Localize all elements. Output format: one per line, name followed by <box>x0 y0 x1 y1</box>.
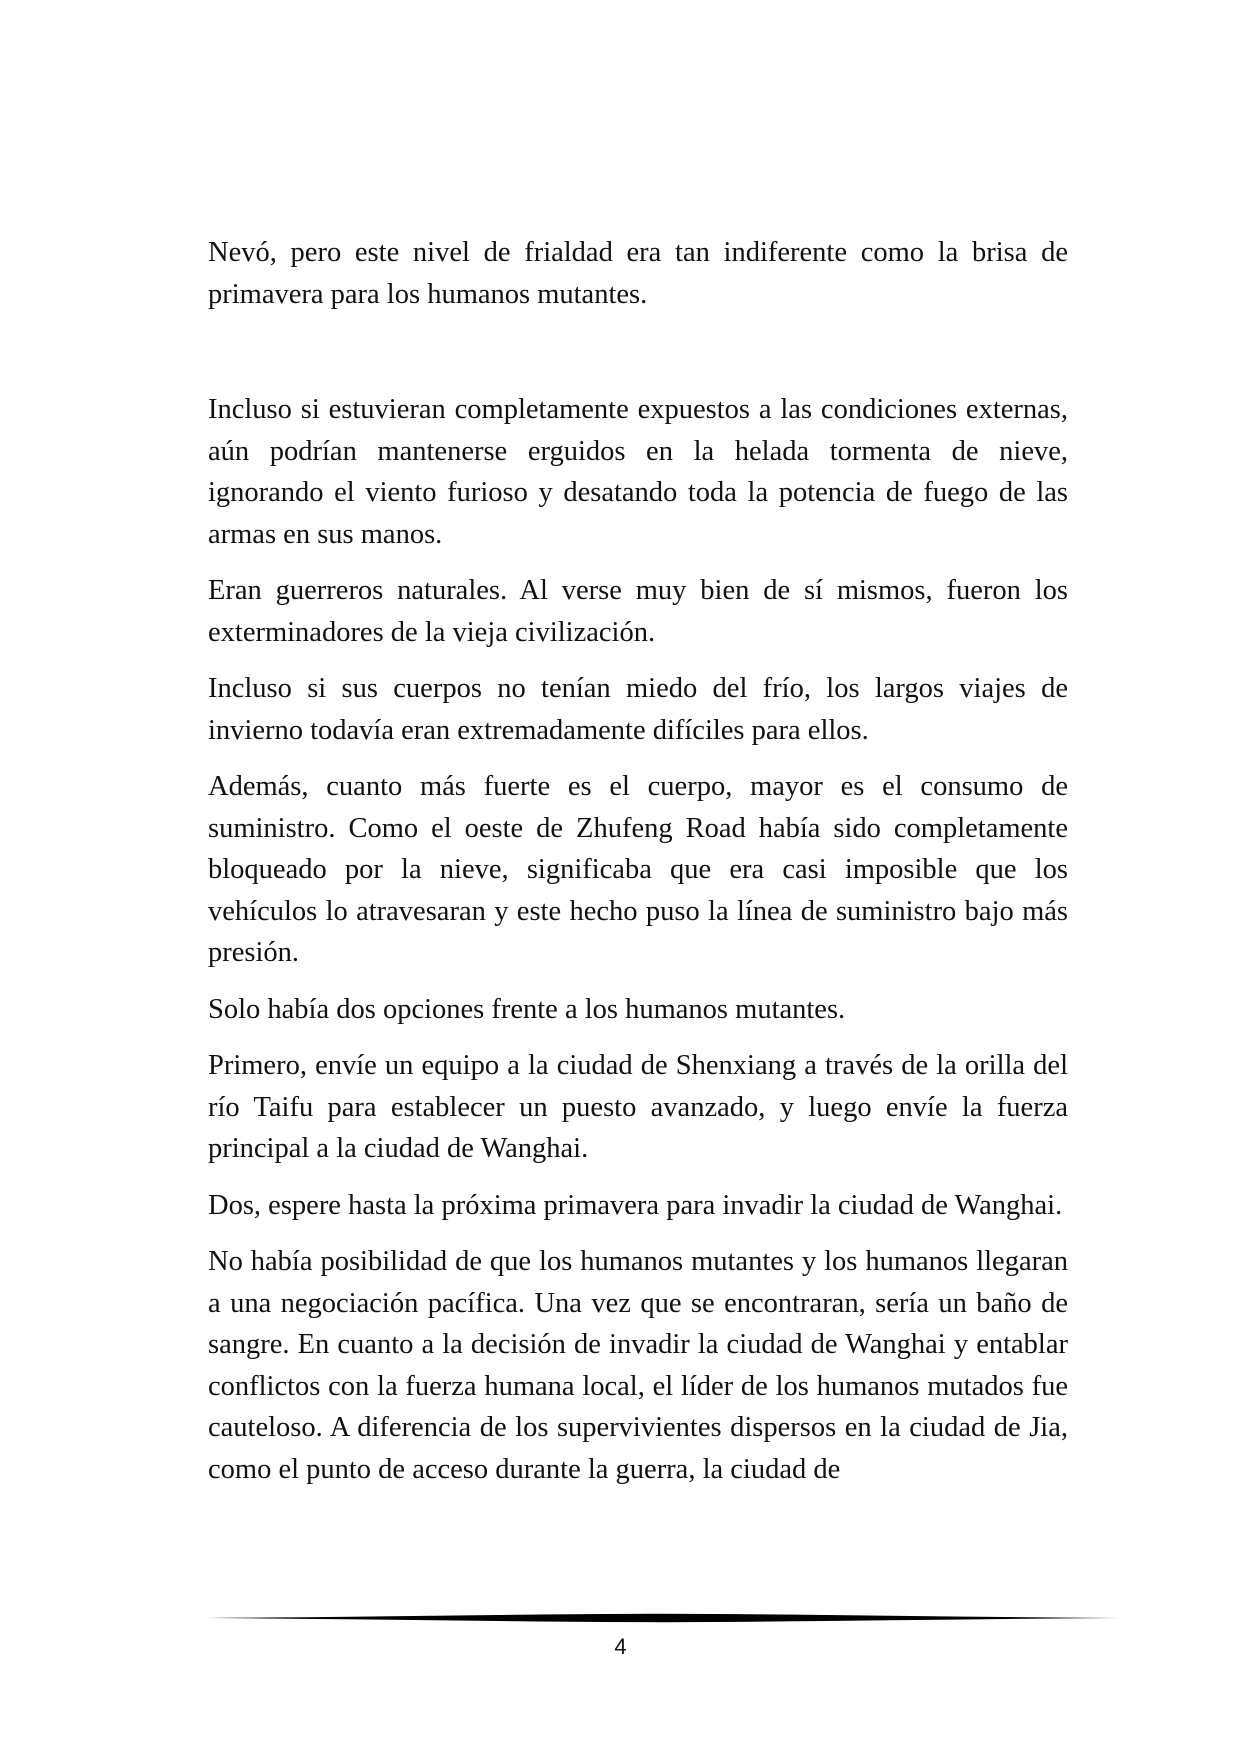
page-number: 4 <box>614 1634 627 1659</box>
paragraph: Además, cuanto más fuerte es el cuerpo, mayor es el consumo de suministro. Como el oeste de Zhufeng Road había sido completamente bloqueado por la nieve, significaba que era casi imposible que los vehículos lo atravesaran y este hecho puso la línea de suministro bajo más presión. <box>208 771 1068 968</box>
paragraph: Solo había dos opciones frente a los humanos mutantes. <box>208 993 846 1025</box>
paragraph: Dos, espere hasta la próxima primavera para invadir la ciudad de Wanghai. <box>208 1189 1063 1221</box>
page-body <box>208 232 1068 1505</box>
footer-divider <box>206 1612 1118 1624</box>
paragraph: Incluso si sus cuerpos no tenían miedo del frío, los largos viajes de invierno todavía eran extremadamente difíciles para ellos. <box>208 673 1068 746</box>
paragraph: Nevó, pero este nivel de frialdad era tan indiferente como la brisa de primavera para los humanos mutantes. <box>208 237 1068 310</box>
paragraph: Incluso si estuvieran completamente expuestos a las condiciones externas, aún podrían mantenerse erguidos en la helada tormenta de nieve, ignorando el viento furioso y desatando toda la potencia de fuego de las armas en sus manos. <box>208 394 1068 550</box>
paragraph: No había posibilidad de que los humanos mutantes y los humanos llegaran a una negociación pacífica. Una vez que se encontraran, sería un baño de sangre. En cuanto a la decisión de invadir la ciudad de Wanghai y entablar conflictos con la fuerza humana local, el líder de los humanos mutados fue cauteloso. A diferencia de los supervivientes dispersos en la ciudad de Jia, como el punto de acceso durante la guerra, la ciudad de <box>208 1246 1068 1485</box>
paragraph: Primero, envíe un equipo a la ciudad de Shenxiang a través de la orilla del río Taifu para establecer un puesto avanzado, y luego envíe la fuerza principal a la ciudad de Wanghai. <box>208 1050 1068 1164</box>
paragraph: Eran guerreros naturales. Al verse muy bien de sí mismos, fueron los exterminadores de la vieja civilización. <box>208 575 1068 648</box>
